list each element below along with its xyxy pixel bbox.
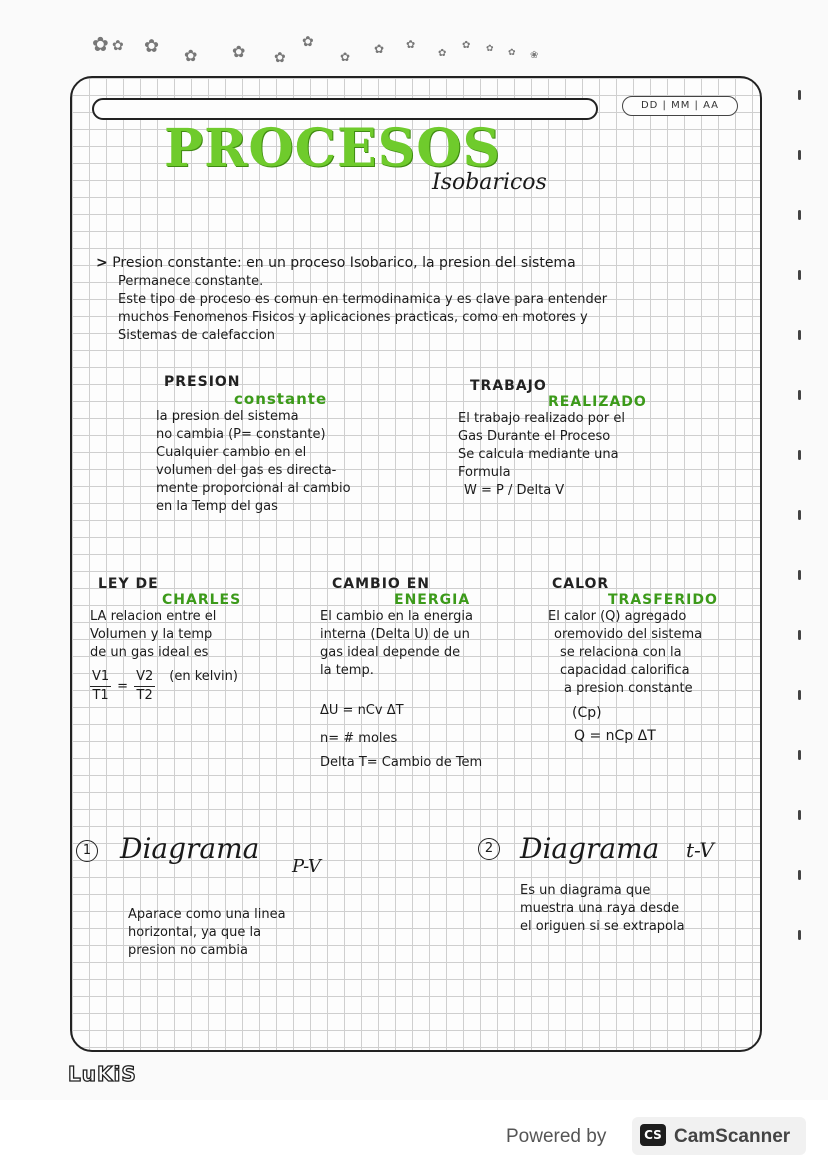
presion-line: la presion del sistema — [156, 409, 299, 424]
binder-ring — [798, 450, 801, 460]
presion-line: mente proporcional al cambio — [156, 481, 351, 496]
flower-icon: ❀ — [530, 50, 539, 61]
charles-note: (en kelvin) — [169, 669, 238, 684]
flower-icon: ✿ — [184, 46, 198, 65]
flower-icon: ✿ — [302, 34, 314, 50]
binder-ring — [798, 570, 801, 580]
presion-heading-sub: constante — [234, 390, 328, 408]
calor-line: se relaciona con la — [560, 645, 682, 660]
binder-ring — [798, 630, 801, 640]
binder-rings — [798, 90, 808, 990]
binder-ring — [798, 870, 801, 880]
intro-line: Sistemas de calefaccion — [118, 328, 276, 343]
calor-line: a presion constante — [564, 681, 693, 696]
calor-line: El calor (Q) agregado — [548, 609, 687, 624]
binder-ring — [798, 810, 801, 820]
trabajo-section — [458, 378, 718, 500]
energia-line: la temp. — [320, 663, 374, 678]
diagram-1-suffix: P-V — [292, 856, 321, 877]
energia-line: interna (Delta U) de un — [320, 627, 470, 642]
trabajo-line: Se calcula mediante una — [458, 447, 619, 462]
energia-t-def: Delta T= Cambio de Tem — [320, 755, 483, 770]
charles-heading: LEY DE — [98, 576, 159, 592]
charles-formula — [90, 668, 310, 705]
energia-heading: CAMBIO EN — [332, 576, 430, 592]
page-title: PROCESOS — [164, 118, 502, 179]
date-box: DD | MM | AA — [622, 96, 738, 116]
binder-ring — [798, 510, 801, 520]
energia-line: El cambio en la energia — [320, 609, 473, 624]
binder-ring — [798, 330, 801, 340]
energia-section — [320, 576, 540, 772]
trabajo-heading: TRABAJO — [470, 378, 547, 394]
diagram-2-line: Es un diagrama que — [520, 883, 651, 898]
flower-icon: ✿ — [144, 36, 160, 57]
binder-ring — [798, 210, 801, 220]
binder-ring — [798, 270, 801, 280]
trabajo-heading-sub: REALIZADO — [548, 394, 647, 410]
diagram-2-line: muestra una raya desde — [520, 901, 680, 916]
flower-icon: ✿ — [92, 32, 109, 56]
binder-ring — [798, 90, 801, 100]
diagram-2-number-badge: 2 — [478, 838, 500, 860]
presion-line: en la Temp del gas — [156, 499, 278, 514]
energia-formula: ΔU = nCv ΔT — [320, 703, 404, 718]
camscanner-icon: CS — [640, 1124, 666, 1146]
camscanner-brand: CamScanner — [674, 1126, 791, 1147]
page-subtitle: Isobaricos — [432, 170, 547, 195]
flower-icon: ✿ — [232, 42, 246, 61]
calor-formula: Q = nCp ΔT — [574, 728, 656, 744]
energia-n-def: n= # moles — [320, 731, 398, 746]
diagram-1-line: Aparace como una linea — [128, 907, 286, 922]
intro-line: > Presion constante: en un proceso Isobarico, la presion del sistema — [96, 255, 576, 271]
header-bar — [92, 98, 598, 120]
charles-section — [90, 576, 310, 705]
binder-ring — [798, 930, 801, 940]
presion-line: Cualquier cambio en el — [156, 445, 307, 460]
trabajo-line: El trabajo realizado por el — [458, 411, 625, 426]
flower-icon: ✿ — [340, 50, 351, 64]
fraction-v2-t2: $\frac{V2}{T2}$ — [136, 669, 154, 703]
fraction-v1-t1: $\frac{V1}{T1}$ — [92, 669, 110, 703]
flower-doodles — [84, 28, 554, 78]
flower-icon: ✿ — [112, 38, 124, 54]
diagram-2-body — [520, 882, 760, 936]
charles-heading-sub: CHARLES — [162, 592, 242, 608]
trabajo-formula: W = P / Delta V — [464, 483, 565, 498]
flower-icon: ✿ — [406, 38, 416, 51]
binder-ring — [798, 150, 801, 160]
diagram-1-title: Diagrama — [120, 832, 260, 865]
diagram-1-body — [128, 906, 348, 960]
intro-section — [96, 254, 756, 345]
trabajo-line: Gas Durante el Proceso — [458, 429, 611, 444]
arrow-icon: > — [96, 255, 108, 271]
diagram-2-line: el origuen si se extrapola — [520, 919, 685, 934]
diagram-2-title: Diagrama — [520, 832, 660, 865]
presion-line: no cambia (P= constante) — [156, 427, 326, 442]
charles-line: Volumen y la temp — [90, 627, 213, 642]
diagram-1-line: presion no cambia — [128, 943, 248, 958]
calor-section — [548, 576, 748, 746]
presion-section — [156, 374, 426, 516]
intro-line: Este tipo de proceso es comun en termodinamica y es clave para entender — [118, 292, 608, 307]
charles-line: LA relacion entre el — [90, 609, 217, 624]
brand-logo: LuKiS — [68, 1062, 137, 1086]
presion-heading: PRESION — [164, 374, 241, 390]
charles-line: de un gas ideal es — [90, 645, 209, 660]
flower-icon: ✿ — [462, 40, 471, 51]
diagram-1-line: horizontal, ya que la — [128, 925, 262, 940]
flower-icon: ✿ — [374, 42, 385, 56]
calor-heading: CALOR — [552, 576, 610, 592]
calor-cp: (Cp) — [572, 705, 602, 721]
trabajo-line: Formula — [458, 465, 511, 480]
intro-line: Permanece constante. — [118, 274, 264, 289]
powered-by-text: Powered by — [506, 1126, 607, 1147]
diagram-1-number-badge: 1 — [76, 840, 98, 862]
flower-icon: ✿ — [508, 48, 516, 58]
energia-heading-sub: ENERGIA — [394, 592, 471, 608]
energia-line: gas ideal depende de — [320, 645, 461, 660]
intro-line: muchos Fenomenos Fisicos y aplicaciones practicas, como en motores y — [118, 310, 588, 325]
flower-icon: ✿ — [274, 50, 286, 66]
equals-sign: = — [117, 678, 129, 694]
presion-line: volumen del gas es directa- — [156, 463, 337, 478]
calor-heading-sub: TRASFERIDO — [608, 592, 718, 608]
diagram-2-suffix: t-V — [686, 838, 714, 862]
calor-line: capacidad calorifica — [560, 663, 690, 678]
flower-icon: ✿ — [438, 48, 447, 59]
binder-ring — [798, 690, 801, 700]
flower-icon: ✿ — [486, 44, 494, 54]
binder-ring — [798, 390, 801, 400]
binder-ring — [798, 750, 801, 760]
calor-line: oremovido del sistema — [554, 627, 703, 642]
